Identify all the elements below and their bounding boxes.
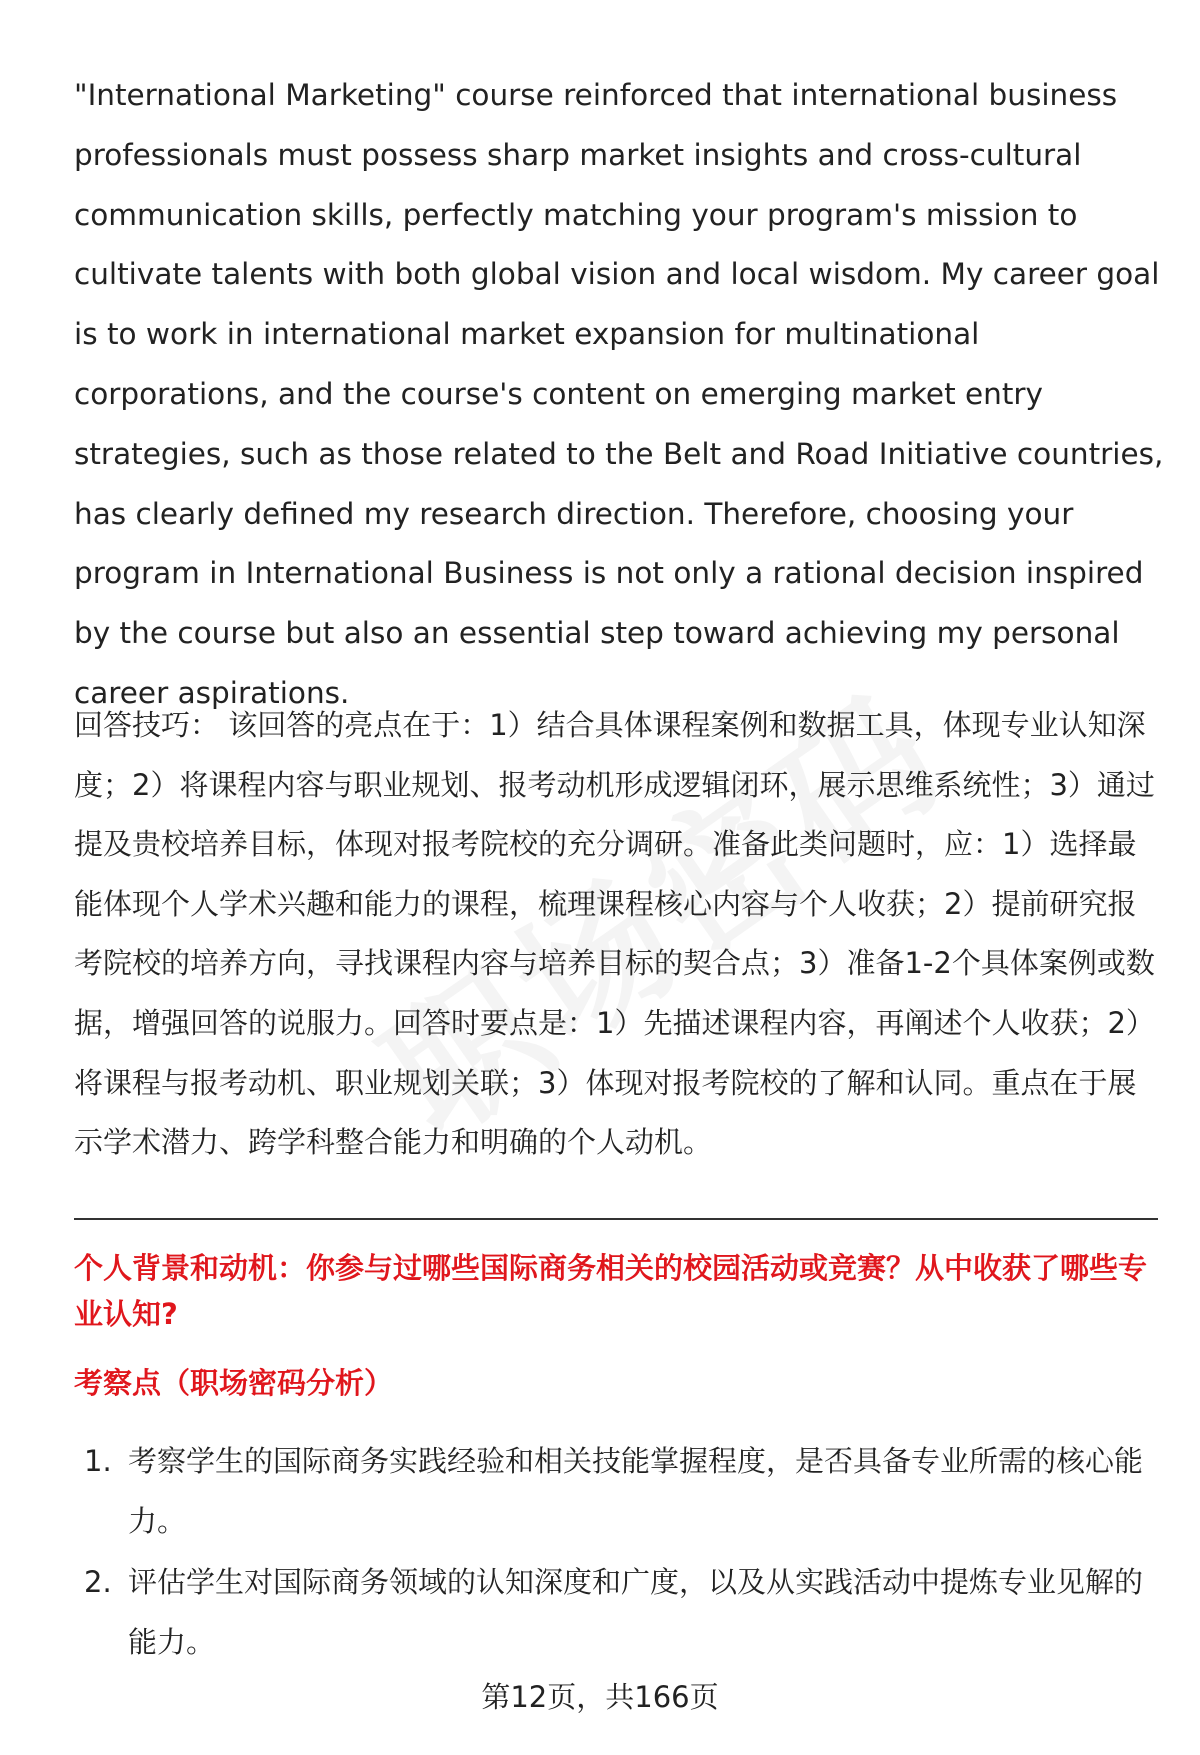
page-number-footer: 第12页，共166页 [481,1680,719,1714]
answer-paragraph: "International Marketing" course reinforced that international business professionals must possess sharp market insights and cross-cultural communication skills, perfectly matching your program's mission to cultivate talents with both global vision and local wisdom. My career goal is to work in international market expansion for multinational corporations, and the course's content on emerging market entry strategies, such as those related to the Belt and Road Initiative countries, has clearly defined my research direction. Therefore, choosing your program in International Business is not only a rational decision inspired by the course but also an essential step toward achieving my personal career aspirations. [74,78,1164,710]
question-heading: 个人背景和动机：你参与过哪些国际商务相关的校园活动或竞赛？从中收获了哪些专业认知? [74,1251,1148,1331]
list-item-text: 评估学生对国际商务领域的认知深度和广度，以及从实践活动中提炼专业见解的能力。 [128,1565,1144,1659]
section-divider [74,1218,1158,1220]
list-item [74,1432,1164,1551]
list-item-number: 2. [84,1565,112,1599]
list-item-number: 1. [84,1444,112,1478]
list-item [74,1553,1164,1672]
list-item-text: 考察学生的国际商务实践经验和相关技能掌握程度，是否具备专业所需的核心能力。 [128,1444,1144,1538]
assessment-points-title: 考察点（职场密码分析） [74,1366,394,1400]
assessment-points-list [74,1432,1164,1674]
answer-tips-paragraph: 回答技巧： 该回答的亮点在于：1）结合具体课程案例和数据工具，体现专业认知深度；2）将课程内容与职业规划、报考动机形成逻辑闭环，展示思维系统性；3）通过提及贵校培养目标，体现对报考院校的充分调研。准备此类问题时，应：1）选择最能体现个人学术兴趣和能力的课程，梳理课程核心内容与个人收获；2）提前研究报考院校的培养方向，寻找课程内容与培养目标的契合点；3）准备1-2个具体案例或数据，增强回答的说服力。回答时要点是：1）先描述课程内容，再阐述个人收获；2）将课程与报考动机、职业规划关联；3）体现对报考院校的了解和认同。重点在于展示学术潜力、跨学科整合能力和明确的个人动机。 [74,708,1155,1160]
